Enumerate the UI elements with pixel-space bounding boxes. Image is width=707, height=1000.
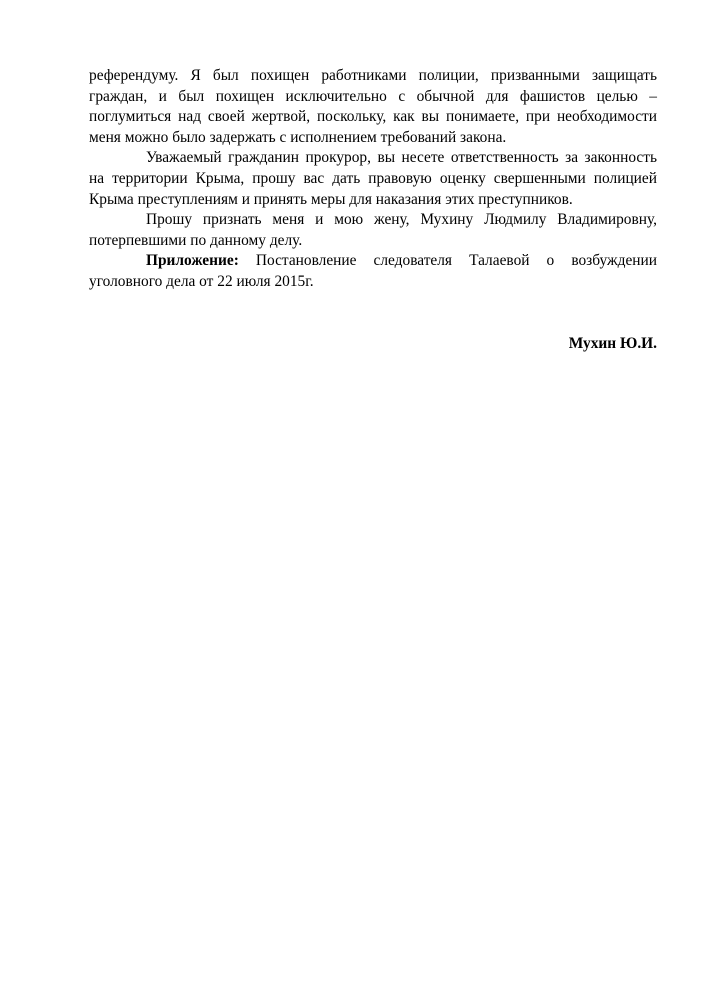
document-body — [89, 66, 657, 293]
attachment-label: Приложение: — [146, 252, 239, 270]
paragraph-victim-request: Прошу признать меня и мою жену, Мухину Людмилу Владимировну, потерпевшими по данному делу. — [89, 211, 657, 249]
attachment-text: Постановление следователя Талаевой о возбуждении уголовного дела от 22 июля 2015г. — [89, 252, 657, 290]
signature: Мухин Ю.И. — [568, 335, 657, 352]
paragraph-attachment — [89, 251, 657, 292]
paragraph-continuation: референдуму. Я был похищен работниками полиции, призванными защищать граждан, и был похищен исключительно с обычной для фашистов целью – поглумиться над своей жертвой, поскольку, как вы понимаете, при необходимости меня можно было задержать с исполнением требований закона. — [89, 67, 657, 146]
paragraph-appeal-to-prosecutor: Уважаемый гражданин прокурор, вы несете ответственность за законность на территории Крыма, прошу вас дать правовую оценку свершенными полицией Крыма преступлениям и принять меры для наказания этих преступников. — [89, 149, 657, 208]
